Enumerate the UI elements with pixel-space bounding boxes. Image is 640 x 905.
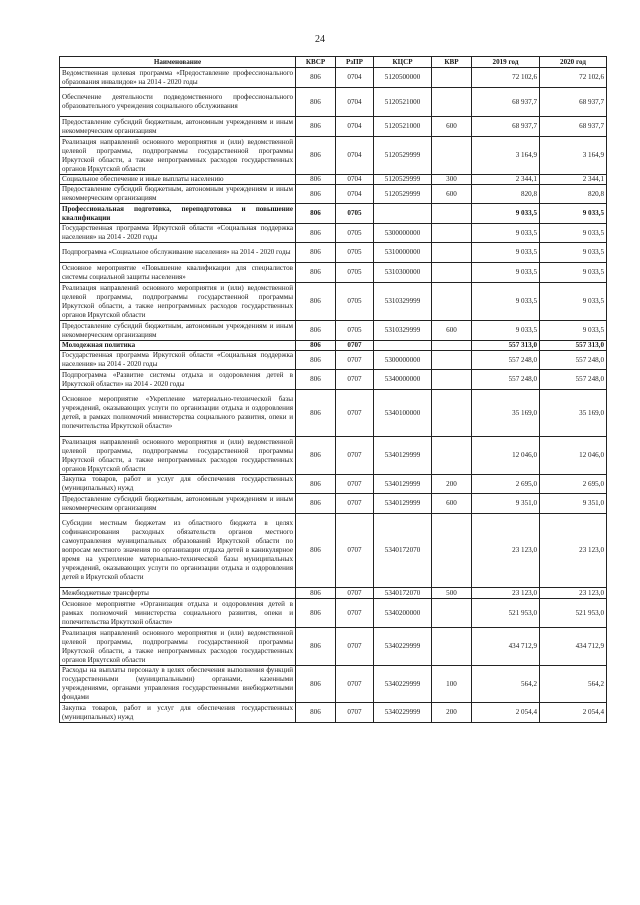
cell-rzpr: 0707 (336, 341, 374, 351)
cell-rzpr: 0707 (336, 475, 374, 494)
cell-kvsr: 806 (296, 88, 336, 117)
cell-kvr (432, 599, 472, 628)
cell-rzpr: 0707 (336, 351, 374, 370)
cell-kcsr: 5340129999 (374, 437, 432, 475)
cell-2019: 9 033,5 (472, 224, 540, 243)
cell-kcsr: 5120521000 (374, 88, 432, 117)
cell-name: Профессиональная подготовка, переподготовка и повышение квалификации (60, 204, 296, 224)
header-kcsr: КЦСР (374, 57, 432, 68)
cell-rzpr: 0704 (336, 117, 374, 137)
cell-kcsr: 5120529999 (374, 175, 432, 185)
cell-kvr (432, 390, 472, 437)
cell-2019: 68 937,7 (472, 88, 540, 117)
header-name: Наименование (60, 57, 296, 68)
cell-kvsr: 806 (296, 175, 336, 185)
cell-kvr (432, 263, 472, 283)
cell-kcsr: 5310300000 (374, 263, 432, 283)
cell-kvr (432, 68, 472, 88)
cell-kcsr: 5120529999 (374, 137, 432, 175)
cell-rzpr: 0707 (336, 599, 374, 628)
table-row (60, 263, 607, 283)
table-row (60, 341, 607, 351)
cell-2020: 9 033,5 (540, 243, 607, 263)
cell-2020: 3 164,9 (540, 137, 607, 175)
cell-kcsr: 5340229999 (374, 703, 432, 723)
table-row (60, 88, 607, 117)
cell-kcsr (374, 341, 432, 351)
table-row (60, 117, 607, 137)
cell-kvsr: 806 (296, 137, 336, 175)
table-body (60, 68, 607, 723)
cell-kvr: 600 (432, 494, 472, 514)
cell-kvsr: 806 (296, 321, 336, 341)
cell-kvr (432, 341, 472, 351)
cell-kvsr: 806 (296, 628, 336, 666)
cell-2019: 9 033,5 (472, 321, 540, 341)
cell-kvsr: 806 (296, 475, 336, 494)
cell-2020: 434 712,9 (540, 628, 607, 666)
table-row (60, 185, 607, 204)
cell-2020: 2 344,1 (540, 175, 607, 185)
cell-2019: 2 054,4 (472, 703, 540, 723)
cell-kvr: 600 (432, 117, 472, 137)
cell-name: Государственная программа Иркутской области «Социальная поддержка населения» на 2014 - 2020 годы (60, 224, 296, 243)
cell-kvsr: 806 (296, 185, 336, 204)
cell-kvr: 600 (432, 321, 472, 341)
cell-rzpr: 0705 (336, 321, 374, 341)
cell-kvr (432, 628, 472, 666)
page-number: 24 (315, 34, 325, 45)
cell-2019: 9 033,5 (472, 263, 540, 283)
cell-2020: 9 033,5 (540, 283, 607, 321)
cell-kcsr (374, 204, 432, 224)
cell-kvr (432, 283, 472, 321)
cell-2020: 9 033,5 (540, 263, 607, 283)
cell-2019: 564,2 (472, 666, 540, 703)
cell-kvsr: 806 (296, 390, 336, 437)
table-row (60, 666, 607, 703)
cell-kvsr: 806 (296, 370, 336, 390)
cell-kcsr: 5310329999 (374, 283, 432, 321)
cell-2019: 23 123,0 (472, 514, 540, 588)
cell-kcsr: 5340200000 (374, 599, 432, 628)
cell-rzpr: 0707 (336, 370, 374, 390)
cell-kcsr: 5300000000 (374, 224, 432, 243)
cell-2019: 23 123,0 (472, 588, 540, 599)
cell-2020: 9 033,5 (540, 321, 607, 341)
cell-name: Предоставление субсидий бюджетным, автономным учреждениям и иным некоммерческим организациям (60, 185, 296, 204)
cell-kcsr: 5340172070 (374, 514, 432, 588)
cell-2019: 557 313,0 (472, 341, 540, 351)
cell-rzpr: 0704 (336, 88, 374, 117)
cell-name: Межбюджетные трансферты (60, 588, 296, 599)
cell-2019: 9 033,5 (472, 283, 540, 321)
table-row (60, 243, 607, 263)
cell-name: Расходы на выплаты персоналу в целях обеспечения выполнения функций государственными (муниципальными) органами, казенными учреждениями, органами управления государственными внебюджетными фондами (60, 666, 296, 703)
cell-rzpr: 0705 (336, 243, 374, 263)
cell-kcsr: 5300000000 (374, 351, 432, 370)
cell-2020: 564,2 (540, 666, 607, 703)
cell-2019: 12 046,0 (472, 437, 540, 475)
cell-2019: 3 164,9 (472, 137, 540, 175)
cell-kvr: 100 (432, 666, 472, 703)
cell-kvsr: 806 (296, 514, 336, 588)
cell-kvr (432, 514, 472, 588)
cell-rzpr: 0705 (336, 263, 374, 283)
table-row (60, 628, 607, 666)
table-row (60, 175, 607, 185)
cell-2020: 557 248,0 (540, 351, 607, 370)
table-row (60, 68, 607, 88)
cell-kcsr: 5340229999 (374, 628, 432, 666)
cell-kvr: 200 (432, 475, 472, 494)
cell-name: Основное мероприятие «Повышение квалификации для специалистов системы социальной защиты населения» (60, 263, 296, 283)
cell-name: Основное мероприятие «Укрепление материально-технической базы учреждений, оказывающих услуги по организации отдыха и оздоровления детей, в рамках полномочий министерства социального развития, опеки и попечительства Иркутской области» (60, 390, 296, 437)
table-row (60, 204, 607, 224)
cell-2020: 35 169,0 (540, 390, 607, 437)
cell-kcsr: 5340129999 (374, 475, 432, 494)
cell-name: Государственная программа Иркутской области «Социальная поддержка населения» на 2014 - 2020 годы (60, 351, 296, 370)
cell-rzpr: 0707 (336, 494, 374, 514)
cell-2020: 9 351,0 (540, 494, 607, 514)
cell-name: Предоставление субсидий бюджетным, автономным учреждениям и иным некоммерческим организациям (60, 494, 296, 514)
cell-name: Предоставление субсидий бюджетным, автономным учреждениям и иным некоммерческим организациям (60, 321, 296, 341)
cell-kvr (432, 137, 472, 175)
cell-kvsr: 806 (296, 243, 336, 263)
cell-name: Закупка товаров, работ и услуг для обеспечения государственных (муниципальных) нужд (60, 703, 296, 723)
header-kvsr: КВСР (296, 57, 336, 68)
cell-kvr (432, 370, 472, 390)
table-row (60, 137, 607, 175)
cell-kvsr: 806 (296, 283, 336, 321)
cell-2020: 2 054,4 (540, 703, 607, 723)
table-row (60, 351, 607, 370)
cell-kcsr: 5310000000 (374, 243, 432, 263)
cell-kvr (432, 88, 472, 117)
cell-name: Обеспечение деятельности подведомственного профессионального образовательного учреждения социального обслуживания (60, 88, 296, 117)
cell-rzpr: 0705 (336, 224, 374, 243)
cell-kvr (432, 437, 472, 475)
cell-kvr: 600 (432, 185, 472, 204)
cell-2020: 9 033,5 (540, 204, 607, 224)
cell-2020: 68 937,7 (540, 88, 607, 117)
cell-kvr (432, 224, 472, 243)
table-row (60, 321, 607, 341)
cell-2020: 820,8 (540, 185, 607, 204)
cell-kcsr: 5340100000 (374, 390, 432, 437)
cell-rzpr: 0704 (336, 175, 374, 185)
cell-2020: 68 937,7 (540, 117, 607, 137)
cell-kvsr: 806 (296, 703, 336, 723)
cell-kvsr: 806 (296, 494, 336, 514)
cell-rzpr: 0707 (336, 588, 374, 599)
cell-2020: 2 695,0 (540, 475, 607, 494)
cell-rzpr: 0707 (336, 514, 374, 588)
cell-kvr (432, 204, 472, 224)
cell-name: Предоставление субсидий бюджетным, автономным учреждениям и иным некоммерческим организациям (60, 117, 296, 137)
cell-name: Закупка товаров, работ и услуг для обеспечения государственных (муниципальных) нужд (60, 475, 296, 494)
table-row (60, 390, 607, 437)
table-row (60, 599, 607, 628)
cell-name: Реализация направлений основного мероприятия и (или) ведомственной целевой программы, подпрограммы государственной программы Иркутской области, а также непрограммных расходов государственных органов Иркутской области (60, 137, 296, 175)
cell-name: Социальное обеспечение и иные выплаты населению (60, 175, 296, 185)
cell-kcsr: 5340229999 (374, 666, 432, 703)
cell-kcsr: 5120529999 (374, 185, 432, 204)
cell-2020: 521 953,0 (540, 599, 607, 628)
cell-kvsr: 806 (296, 437, 336, 475)
cell-kvsr: 806 (296, 117, 336, 137)
cell-2019: 434 712,9 (472, 628, 540, 666)
cell-kcsr: 5340172070 (374, 588, 432, 599)
cell-kvsr: 806 (296, 341, 336, 351)
cell-name: Подпрограмма «Социальное обслуживание населения» на 2014 - 2020 годы (60, 243, 296, 263)
cell-2019: 820,8 (472, 185, 540, 204)
cell-2020: 12 046,0 (540, 437, 607, 475)
table-row (60, 224, 607, 243)
cell-2019: 9 033,5 (472, 243, 540, 263)
cell-2020: 72 102,6 (540, 68, 607, 88)
cell-kvsr: 806 (296, 351, 336, 370)
cell-name: Субсидии местным бюджетам из областного бюджета в целях софинансирования расходных обязательств органов местного самоуправления муниципальных образований Иркутской области по вопросам местного значения по организации отдыха детей в каникулярное время на укрепление материально-технической базы муниципальных учреждений, оказывающих услуги по организации отдыха и оздоровления детей в Иркутской области (60, 514, 296, 588)
cell-rzpr: 0707 (336, 666, 374, 703)
cell-rzpr: 0704 (336, 68, 374, 88)
cell-name: Основное мероприятие «Организация отдыха и оздоровления детей в рамках полномочий министерства социального развития, опеки и попечительства Иркутской области» (60, 599, 296, 628)
cell-rzpr: 0704 (336, 137, 374, 175)
cell-kvr: 500 (432, 588, 472, 599)
cell-kvsr: 806 (296, 224, 336, 243)
header-rzpr: РзПР (336, 57, 374, 68)
cell-2019: 2 695,0 (472, 475, 540, 494)
cell-kvsr: 806 (296, 588, 336, 599)
header-kvr: КВР (432, 57, 472, 68)
budget-table (59, 56, 607, 723)
table-row (60, 494, 607, 514)
header-2019: 2019 год (472, 57, 540, 68)
cell-name: Ведомственная целевая программа «Предоставление профессионального образования инвалидов» на 2014 - 2020 годы (60, 68, 296, 88)
cell-kvsr: 806 (296, 263, 336, 283)
cell-2020: 9 033,5 (540, 224, 607, 243)
cell-kcsr: 5310329999 (374, 321, 432, 341)
cell-2020: 23 123,0 (540, 588, 607, 599)
cell-name: Реализация направлений основного мероприятия и (или) ведомственной целевой программы, подпрограммы государственной программы Иркутской области, а также непрограммных расходов государственных органов Иркутской области (60, 283, 296, 321)
cell-2019: 2 344,1 (472, 175, 540, 185)
cell-2019: 9 351,0 (472, 494, 540, 514)
cell-kcsr: 5120521000 (374, 117, 432, 137)
cell-2019: 35 169,0 (472, 390, 540, 437)
table-row (60, 588, 607, 599)
cell-2020: 23 123,0 (540, 514, 607, 588)
table-header-row (60, 57, 607, 68)
cell-rzpr: 0707 (336, 437, 374, 475)
cell-kvr (432, 243, 472, 263)
cell-kvr: 300 (432, 175, 472, 185)
cell-name: Реализация направлений основного мероприятия и (или) ведомственной целевой программы, подпрограммы государственной программы Иркутской области, а также непрограммных расходов государственных органов Иркутской области (60, 628, 296, 666)
cell-rzpr: 0707 (336, 390, 374, 437)
cell-kvr (432, 351, 472, 370)
cell-rzpr: 0707 (336, 703, 374, 723)
cell-kvsr: 806 (296, 666, 336, 703)
cell-2019: 521 953,0 (472, 599, 540, 628)
header-2020: 2020 год (540, 57, 607, 68)
cell-kcsr: 5120500000 (374, 68, 432, 88)
cell-rzpr: 0705 (336, 204, 374, 224)
cell-kvr: 200 (432, 703, 472, 723)
cell-rzpr: 0705 (336, 283, 374, 321)
table-row (60, 283, 607, 321)
cell-2020: 557 248,0 (540, 370, 607, 390)
cell-2019: 72 102,6 (472, 68, 540, 88)
cell-rzpr: 0707 (336, 628, 374, 666)
table-row (60, 437, 607, 475)
cell-name: Молодежная политика (60, 341, 296, 351)
cell-kcsr: 5340129999 (374, 494, 432, 514)
cell-2019: 557 248,0 (472, 351, 540, 370)
table-row (60, 703, 607, 723)
table-row (60, 475, 607, 494)
cell-kvsr: 806 (296, 204, 336, 224)
cell-2019: 9 033,5 (472, 204, 540, 224)
cell-2019: 557 248,0 (472, 370, 540, 390)
cell-kvsr: 806 (296, 68, 336, 88)
cell-2019: 68 937,7 (472, 117, 540, 137)
table-row (60, 514, 607, 588)
cell-kcsr: 5340000000 (374, 370, 432, 390)
cell-rzpr: 0704 (336, 185, 374, 204)
cell-2020: 557 313,0 (540, 341, 607, 351)
cell-name: Подпрограмма «Развитие системы отдыха и оздоровления детей в Иркутской области» на 2014 - 2020 годы (60, 370, 296, 390)
cell-kvsr: 806 (296, 599, 336, 628)
cell-name: Реализация направлений основного мероприятия и (или) ведомственной целевой программы, подпрограммы государственной программы Иркутской области, а также непрограммных расходов государственных органов Иркутской области (60, 437, 296, 475)
table-row (60, 370, 607, 390)
